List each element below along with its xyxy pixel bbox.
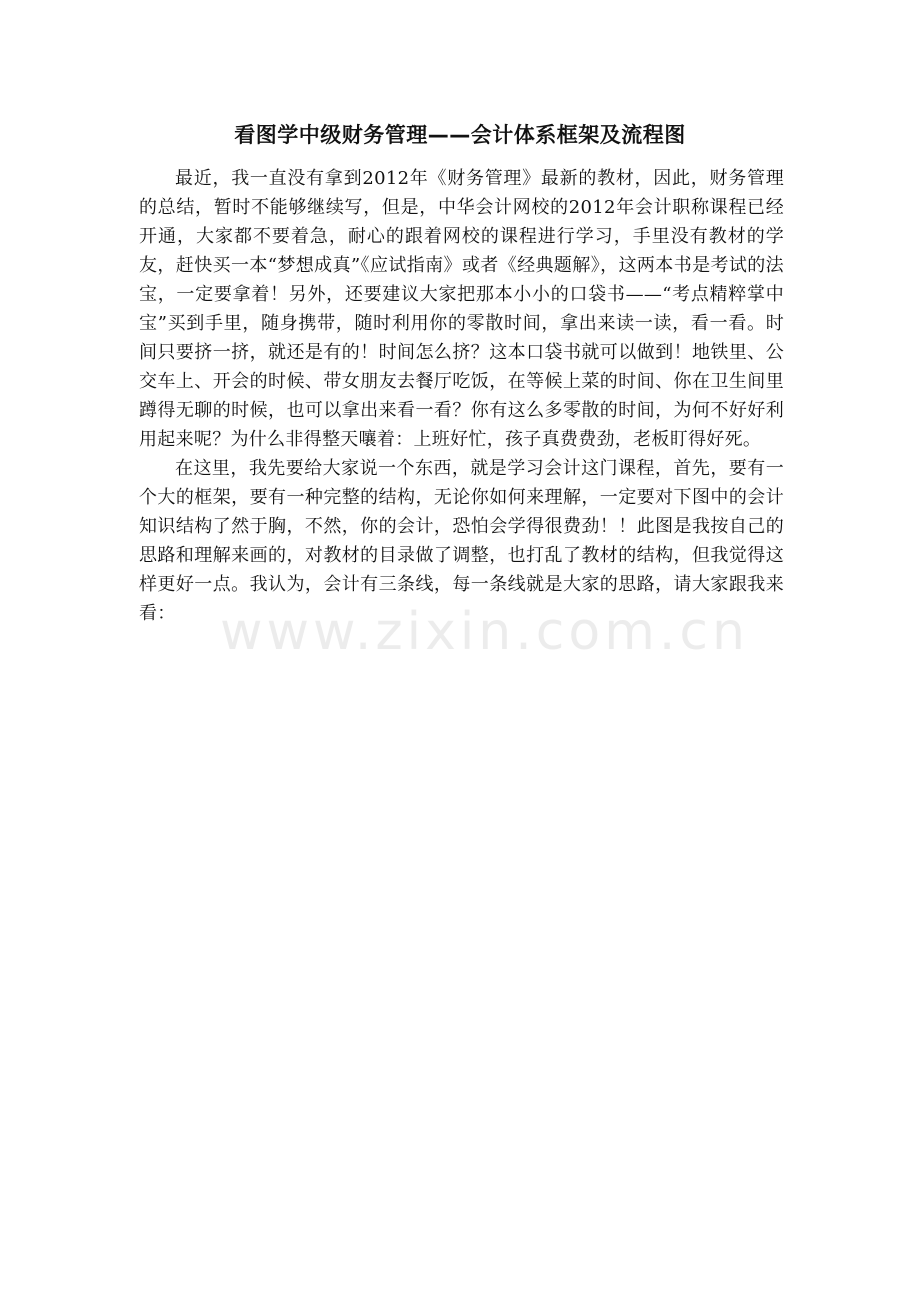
paragraph-1: 最近，我一直没有拿到2012年《财务管理》最新的教材，因此，财务管理的总结，暂时不能够继续写，但是，中华会计网校的2012年会计职称课程已经开通，大家都不要着急，耐心的跟着网校的课程进行学习，手里没有教材的学友，赶快买一本“梦想成真”《应试指南》或者《经典题解》，这两本书是考试的法宝，一定要拿着！另外，还要建议大家把那本小小的口袋书——“考点精粹掌中宝”买到手里，随身携带，随时利用你的零散时间，拿出来读一读，看一看。时间只要挤一挤，就还是有的！时间怎么挤？这本口袋书就可以做到！地铁里、公交车上、开会的时候、带女朋友去餐厅吃饭，在等候上菜的时间、你在卫生间里蹲得无聊的时候，也可以拿出来看一看？你有这么多零散的时间，为何不好好利用起来呢？为什么非得整天嚷着：上班好忙，孩子真费费劲，老板盯得好死。 [139,168,784,450]
watermark: www.zixin.com.cn [220,602,749,662]
document-body [139,164,784,628]
document-title: 看图学中级财务管理——会计体系框架及流程图 [234,123,686,147]
paragraph-2: 在这里，我先要给大家说一个东西，就是学习会计这门课程，首先，要有一个大的框架，要有一种完整的结构，无论你如何来理解，一定要对下图中的会计知识结构了然于胸，不然，你的会计，恐怕会学得很费劲！！此图是我按自己的思路和理解来画的，对教材的目录做了调整，也打乱了教材的结构，但我觉得这样更好一点。我认为，会计有三条线，每一条线就是大家的思路，请大家跟我来看： [139,458,784,624]
